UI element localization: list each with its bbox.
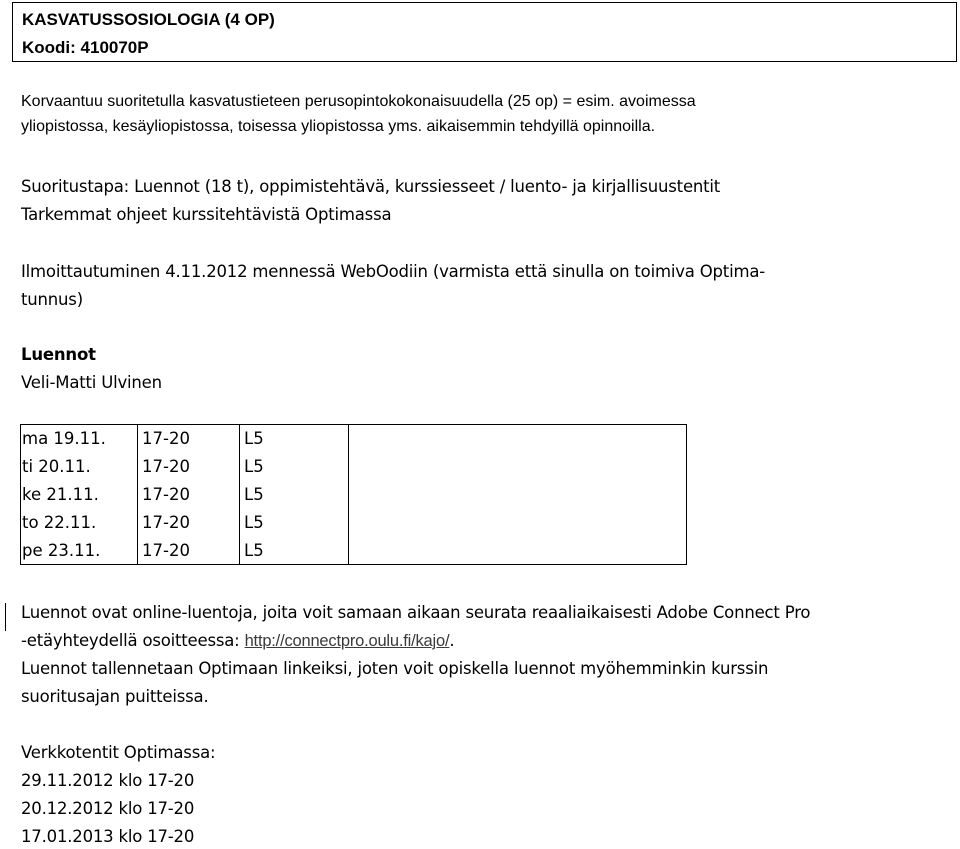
lecture-day: ke 21.11. bbox=[21, 481, 138, 509]
online-line-1: Luennot ovat online-luentoja, joita voit samaan aikaan seurata reaaliaikaisesti Adobe Connect Pro bbox=[21, 603, 811, 622]
lecture-day: ma 19.11. bbox=[21, 425, 138, 453]
online-line-4: suoritusajan puitteissa. bbox=[21, 687, 209, 706]
lecture-time: 17-20 bbox=[138, 453, 240, 481]
table-row bbox=[21, 509, 687, 537]
lecture-day: to 22.11. bbox=[21, 509, 138, 537]
lecture-room: L5 bbox=[240, 509, 349, 537]
intro-line-2: yliopistossa, kesäyliopistossa, toisessa yliopistossa yms. aikaisemmin tehdyillä opinnoilla. bbox=[21, 118, 656, 135]
lecture-room: L5 bbox=[240, 453, 349, 481]
lecture-empty-cell bbox=[349, 509, 687, 537]
online-line-2 bbox=[21, 631, 454, 651]
lecturer-name: Veli-Matti Ulvinen bbox=[21, 373, 162, 392]
table-row bbox=[21, 537, 687, 565]
table-row bbox=[21, 453, 687, 481]
online-line-2-suffix: . bbox=[449, 631, 455, 650]
lecture-empty-cell bbox=[349, 537, 687, 565]
lecture-day: ti 20.11. bbox=[21, 453, 138, 481]
lecture-day: pe 23.11. bbox=[21, 537, 138, 565]
lecture-schedule-table bbox=[20, 424, 687, 565]
lecture-time: 17-20 bbox=[138, 481, 240, 509]
lecture-time: 17-20 bbox=[138, 425, 240, 453]
lecture-empty-cell bbox=[349, 425, 687, 453]
exams-heading: Verkkotentit Optimassa: bbox=[21, 743, 216, 762]
exam-date: 20.12.2012 klo 17-20 bbox=[21, 799, 195, 818]
table-row bbox=[21, 425, 687, 453]
lecture-empty-cell bbox=[349, 481, 687, 509]
registration-line-1: Ilmoittautuminen 4.11.2012 mennessä WebOodiin (varmista että sinulla on toimiva Optima- bbox=[21, 262, 765, 281]
lecture-room: L5 bbox=[240, 537, 349, 565]
table-row bbox=[21, 481, 687, 509]
method-line-1: Suoritustapa: Luennot (18 t), oppimistehtävä, kurssiesseet / luento- ja kirjallisuustentit bbox=[21, 177, 721, 196]
lecture-empty-cell bbox=[349, 453, 687, 481]
registration-line-2: tunnus) bbox=[21, 290, 83, 309]
online-line-2-prefix: -etäyhteydellä osoitteessa: bbox=[21, 631, 245, 650]
lectures-heading: Luennot bbox=[21, 345, 96, 364]
change-bar-marker bbox=[5, 603, 6, 631]
online-line-3: Luennot tallennetaan Optimaan linkeiksi, joten voit opiskella luennot myöhemminkin kurssin bbox=[21, 659, 769, 678]
method-line-2: Tarkemmat ohjeet kurssitehtävistä Optimassa bbox=[21, 205, 392, 224]
exam-date: 29.11.2012 klo 17-20 bbox=[21, 771, 195, 790]
course-header-box bbox=[12, 2, 957, 62]
exam-date: 17.01.2013 klo 17-20 bbox=[21, 827, 195, 846]
intro-line-1: Korvaantuu suoritetulla kasvatustieteen perusopintokokonaisuudella (25 op) = esim. avoimessa bbox=[21, 93, 696, 110]
lecture-room: L5 bbox=[240, 481, 349, 509]
connect-pro-link[interactable]: http://connectpro.oulu.fi/kajo/ bbox=[244, 632, 450, 650]
lecture-time: 17-20 bbox=[138, 509, 240, 537]
lecture-time: 17-20 bbox=[138, 537, 240, 565]
course-code: Koodi: 410070P bbox=[22, 38, 149, 57]
lecture-room: L5 bbox=[240, 425, 349, 453]
course-title: KASVATUSSOSIOLOGIA (4 OP) bbox=[22, 10, 275, 29]
